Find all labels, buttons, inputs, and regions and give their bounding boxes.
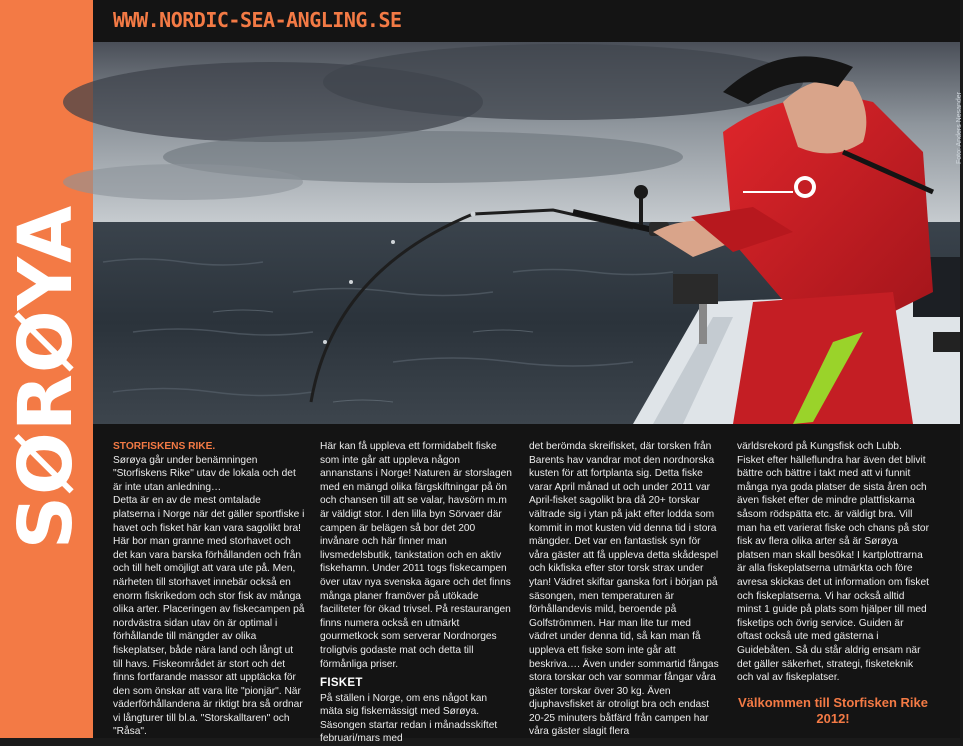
lead-text: Sørøya går under benämningen "Storfiskens Rike" utav de lokala och det är inte utan anledning…	[113, 454, 296, 493]
column-1-text: Detta är en av de mest omtalade platserna i Norge när det gäller sportfiske i havet och fisket här kan vara sagolikt bra! Här bor man granne med storhavet och det kan vara barska förhållanden och från och till helt omöjligt att vara ute på. Men, närheten till storhavet innebär också en enorm fiskrikedom och stor fisk av många olika arter. Placeringen av fiskecampen på nordvästra sidan utav ön är optimal i förhållande till mängder av olika fiskeplatser, både nära land och långt ut till havs. Fiskeområdet är stort och det finns fortfarande massor att upptäcka för den som önskar att vara lite "pionjär". När väderförhållandena är riktigt bra så ordnar vi långturer till bl.a. "Storskalltaren" och "Råsa".	[113, 495, 305, 738]
vertical-title: SØRØYA	[3, 204, 89, 550]
column-4-text: världsrekord på Kungsfisk och Lubb. Fisket efter hälleflundra har även det blivit bättre och bättre i takt med att vi funnit många nya goda platser de sista åren och även fisket efter de mindre plattfiskarna såsom rödspätta etc. är väldigt bra. Vill man ha ett varierat fiske och chans på stor fisk av flera olika arter så är Sørøya platsen man skall besöka! I kartplottrarna är alla fiskeplatserna utmärkta och före avresa skickas det ut information om fisket och fiskeplatserna. Vi har också alltid minst 1 guide på plats som hjälper till med fisketips och övrig service. Guiden är oftast också ute med gästerna i Guidebåten. Så du står aldrig ensam när det gäller säkerhet, strategi, fisketeknik och val av fiskeplatser.	[737, 441, 929, 684]
article-column-2	[320, 440, 512, 746]
site-url[interactable]: WWW.NORDIC-SEA-ANGLING.SE	[113, 8, 402, 32]
article-body	[93, 424, 960, 745]
article-column-3	[529, 440, 721, 739]
section-heading-fisket: FISKET	[320, 677, 363, 690]
column-2-text: Här kan få uppleva ett formidabelt fiske som inte går att uppleva någon annanstans i Norge! Naturen är storslagen med en mängd olika färgskiftningar på ön och chansen till att se valar, havsörn m.m är väldigt stor. I den lilla byn Sörvaer där campen är belägen så bor det 200 invånare och här finner man livsmedelsbutik, tankstation och en aktiv fiskehamn. Under 2011 togs fiskecampen över utav nya svenska ägare och det finns många planer framöver på utökade faciliteter för ökad trivsel. På restaurangen finns numera också en utmärkt gourmetkock som serverar Nordnorges troligtvis godaste mat och detta till förmånliga priser.	[320, 441, 512, 670]
hero-photo	[93, 42, 963, 424]
closing-slogan: Välkommen till Storfisken Rike 2012!	[737, 694, 928, 726]
column-3-text: det berömda skreifisket, där torsken från Barents hav vandrar mot den nordnorska kusten för att fortplanta sig. Detta fiske varar April månad ut och under 2011 var April-fisket sagolikt bra då 20+ torskar vältrade sig i ytan på jakt efter lodda som kommit in mot kusten vid denna tid i stora mängder. Det var en fantastisk syn för våra gäster att få uppleva detta skådespel och kikfiska efter stor torsk strax under ytan! Vädret skiftar ganska fort i början på säsongen, men temperaturen är förhållandevis mild, beroende på Golfströmmen. Har man lite tur med vädret under denna tid, så kan man få uppleva ett fiske som inte går att beskriva…. Även under sommartid fångas stora torskar och var sommar fångar våra gäster torskar över 30 kg. Även djuphavsfisket är otroligt bra och endast 20-25 minuters båtfärd från campen har våra gäster slagit flera	[529, 441, 719, 738]
article-column-4	[737, 440, 929, 727]
photo-credit: Foto: Anders Nesander	[956, 92, 963, 164]
column-2-text-continued: På ställen i Norge, om ens något kan mäta sig fiskemässigt med Sørøya. Säsongen startar redan i månadsskiftet februari/mars med	[320, 692, 498, 745]
lead-heading: STORFISKENS RIKE.	[113, 441, 216, 452]
article-column-1	[113, 440, 305, 739]
header-bar	[93, 0, 960, 42]
fishing-scene-illustration	[93, 42, 960, 424]
